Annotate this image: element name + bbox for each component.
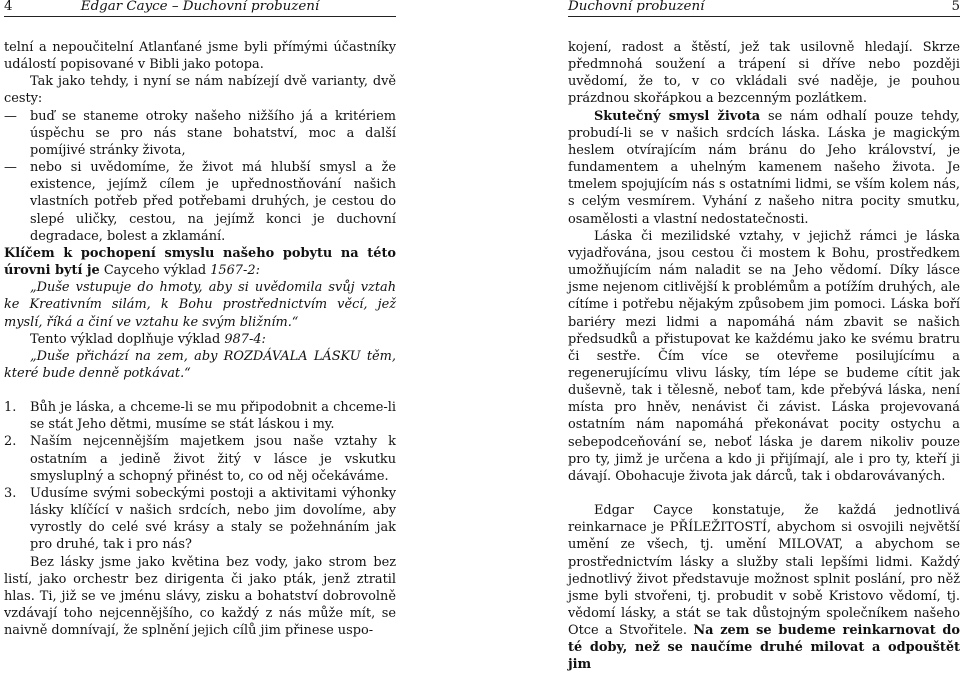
- paragraph-key: [4, 245, 396, 279]
- item-number: 3.: [4, 485, 17, 501]
- right-page-body: [568, 39, 960, 674]
- bold-phrase: Na zem se budeme reinkarnovat do té doby, než se naučíme druhé milovat a odpouštět jim: [568, 623, 960, 673]
- quote: „Duše přichází na zem, aby ROZDÁVALA LÁSKU těm, které bude denně potkávat.“: [4, 348, 396, 381]
- item-text: Udusíme svými sobeckými postoji a aktivitami výhonky lásky klíčící v našich srdcích, nebo jim dovolíme, aby vyrostly do celé své krásy a staly se požehnáním jak pro druhé, tak i pro nás?: [30, 485, 396, 553]
- bold-phrase: Skutečný smysl života: [594, 108, 761, 124]
- quote: „Duše vstupuje do hmoty, aby si uvědomila svůj vztah ke Kreativním silám, k Bohu prostřednictvím věcí, jež myslí, říká a činí ve vztahu ke svým bližním.“: [4, 280, 396, 330]
- paragraph: [568, 502, 960, 674]
- paragraph: kojení, radost a štěstí, jež tak usilovně hledají. Skrze předmnohá soužení a trápení si dříve nebo později uvědomí, že to, v co vkládali své naděje, je pouhou prázdnou skořápkou a bezcenným pozlátkem.: [568, 40, 960, 107]
- inline-text: Tento výklad doplňuje výklad: [30, 331, 225, 347]
- left-page-body: [4, 39, 396, 639]
- running-title: Edgar Cayce – Duchovní probuzení: [80, 0, 320, 14]
- inline-text: Edgar Cayce konstatuje, že každá jednotlivá reinkarnace je PŘÍLEŽITOSTÍ, abychom si osvojili největší umění ze všech, tj. umění MILOVAT, a abychom se prostřednictvím lásky a služby stali lepšími lidmi. Každý jednotlivý život představuje možnost splnit poslání, pro něž jsme byli stvořeni, tj. probudit v sobě Kristovo vědomí, tj. vědomí lásky, a stát se tak důstojným společníkem našeho Otce a Stvořitele.: [568, 503, 960, 639]
- item-number: 1.: [4, 400, 17, 416]
- paragraph: Láska či mezilidské vztahy, v jejichž rámci je láska vyjadřována, jsou cestou či mostem k Bohu, prostředkem umožňujícím nám naladit se na Jeho vědomí. Díky lásce jsme nejenom citlivější k problémům a potížím druhých, ale cítíme i potřebu nějakým způsobem jim pomoci. Láska boří bariéry mezi lidmi a napomáhá nám zbavit se našich předsudků a přistupovat ke každému jako ke svému bratru či sestře. Čím více se otevřeme posilujícímu a regenerujícímu vlivu lásky, tím lépe se budeme cítit jak duševně, tak i tělesně, neboť tam, kde přebývá láska, není místa pro hněv, nenávist či závist. Láska projevovaná ostatním nám napomáhá překonávat pocity ostychu a sebepodceňování se, neboť láska je darem nikoliv pouze pro ty, jimž je určena a kdo ji přijímají, ale i pro ty, kteří ji dávají. Obohacuje života jak dárců, tak i obdarovávaných.: [568, 228, 960, 484]
- inline-text: Cayceho výklad: [99, 263, 211, 279]
- right-page: [568, 0, 960, 673]
- paragraph: [568, 108, 960, 228]
- inline-text: se nám odhalí pouze tehdy, probudí-li se v našich srdcích láska. Láska je magickým heslem otvírajícím nám bránu do Jeho království, je fundamentem a uhelným kamenem našeho života. Je tmelem spojujícím nás s ostatními lidmi, se vším kolem nás, s celým vesmírem. Vyhání z našeho nitra pocity smutku, osamělosti a vlastní nedostatečnosti.: [568, 108, 960, 227]
- list-item: [4, 399, 396, 433]
- left-page-header: [4, 0, 396, 17]
- numbered-list: [4, 399, 396, 553]
- dash-item: — buď se staneme otroky našeho nižšího já a kritériem úspěchu se pro nás stane bohatství, moc a další pomíjivé stránky života,: [4, 108, 396, 159]
- item-text: Naším nejcennějším majetkem jsou naše vztahy k ostatním a jedině život žitý v lásce je vskutku smysluplný a schopný přinést to, co od něj očekáváme.: [30, 434, 396, 484]
- running-title: Duchovní probuzení: [568, 0, 705, 14]
- item-text: Bůh je láska, a chceme-li se mu připodobnit a chceme-li se stát Jeho dětmi, musíme se stát láskou i my.: [30, 400, 396, 433]
- list-item: [4, 485, 396, 554]
- bold-phrase: Klíčem k pochopení smyslu našeho pobytu na této úrovni bytí je: [4, 245, 396, 279]
- page-number: 4: [4, 0, 13, 14]
- paragraph: telní a nepoučitelní Atlanťané jsme byli přímými účastníky událostí popisované v Bibli jako potopa.: [4, 40, 396, 73]
- item-number: 2.: [4, 434, 17, 450]
- left-page: [4, 0, 396, 661]
- right-page-header: [568, 0, 960, 17]
- reading-reference: 1567-2:: [210, 263, 260, 279]
- list-item: [4, 433, 396, 484]
- reading-reference: 987-4:: [224, 331, 266, 347]
- page-number: 5: [951, 0, 960, 14]
- paragraph: Tak jako tehdy, i nyní se nám nabízejí dvě varianty, dvě cesty:: [4, 74, 396, 107]
- dash-item: — nebo si uvědomíme, že život má hlubší smysl a že existence, jejímž cílem je upřednostňování našich vlastních potřeb před potřebami druhých, je cestou do slepé uličky, cestou, na jejímž konci je duchovní degradace, bolest a zklamání.: [4, 159, 396, 245]
- paragraph: Bez lásky jsme jako květina bez vody, jako strom bez listí, jako orchestr bez dirigenta či jako pták, jenž ztratil hlas. Ti, již se ve jménu slávy, zisku a bohatství dobrovolně vzdávají toho nejcennějšího, co každý z nás může mít, se naivně domnívají, že splnění jejich cílů jim přinese uspo-: [4, 554, 396, 639]
- paragraph: [4, 331, 396, 348]
